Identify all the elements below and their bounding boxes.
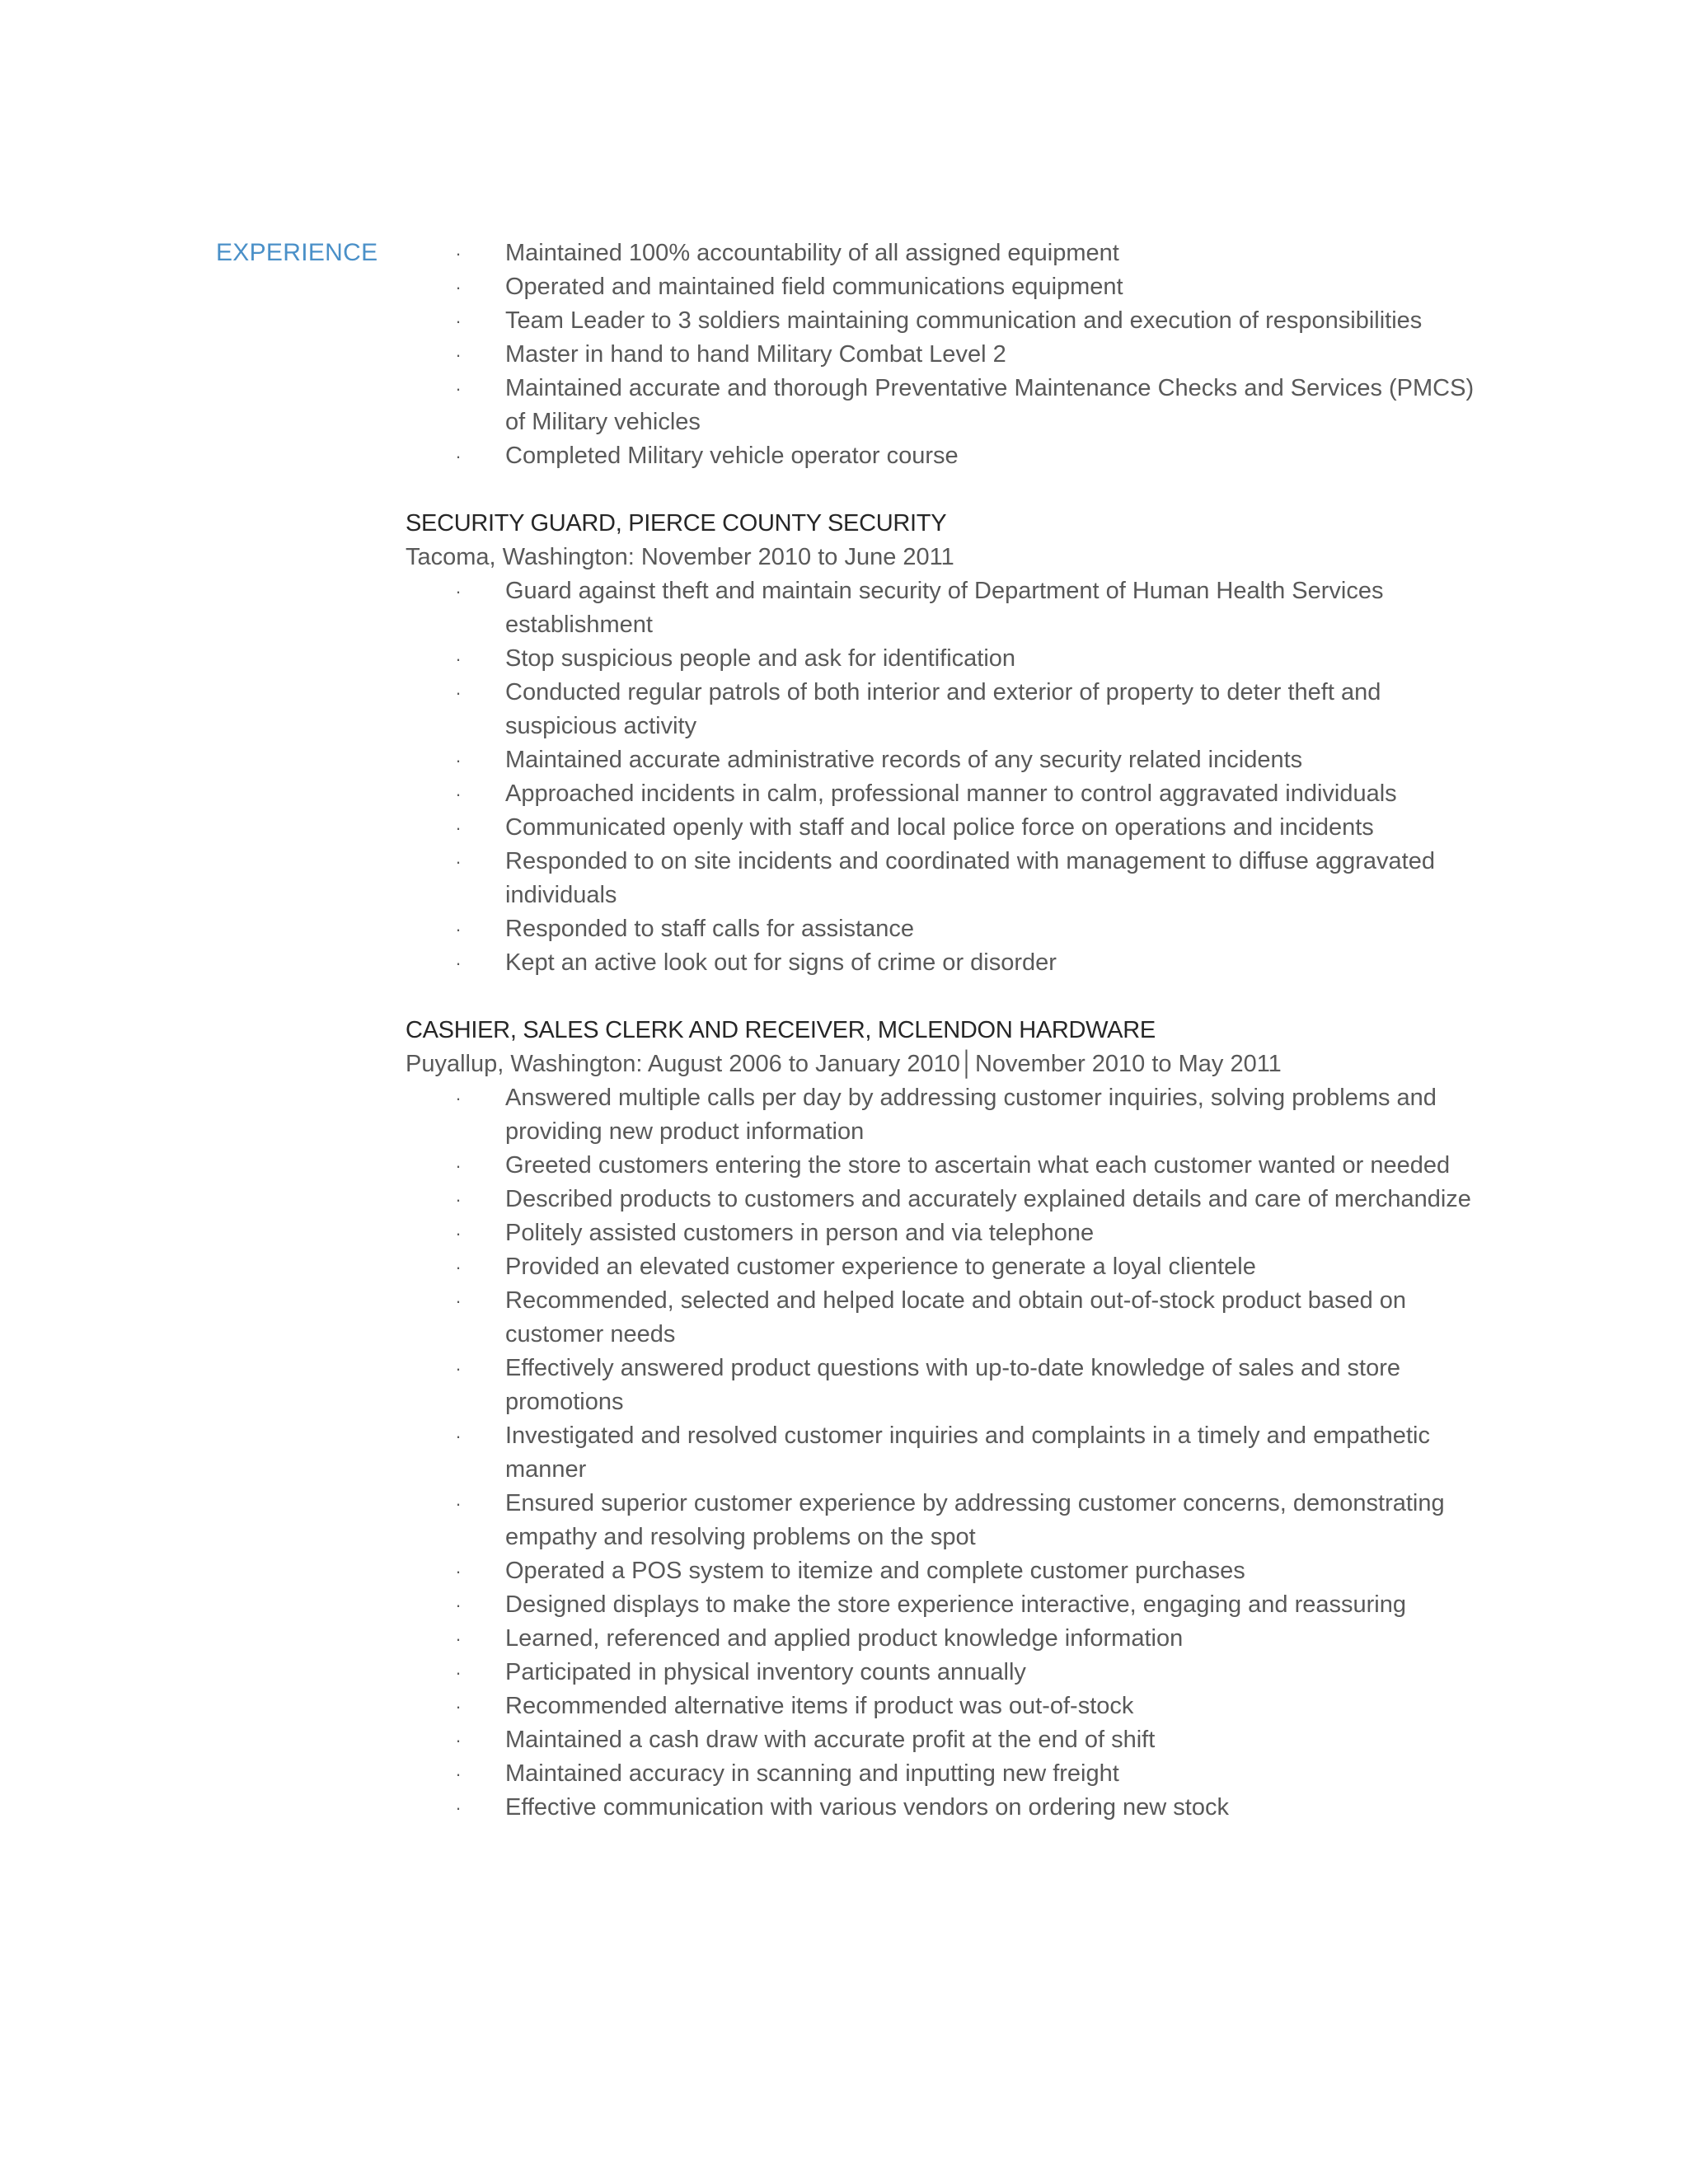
bullet-item (406, 1352, 1477, 1419)
bullet-dot-icon: · (455, 446, 462, 466)
bullet-dot-icon: · (455, 1426, 462, 1446)
bullet-item (406, 811, 1477, 845)
bullet-item (406, 338, 1477, 372)
bullet-item (406, 439, 1477, 473)
bullet-text: Approached incidents in calm, professional manner to control aggravated individuals (505, 780, 1397, 807)
bullet-dot-icon: · (455, 581, 462, 602)
bullet-item (406, 1622, 1477, 1656)
bullet-item (406, 372, 1477, 439)
bullet-dot-icon: · (455, 344, 462, 365)
job-title-security: SECURITY GUARD, PIERCE COUNTY SECURITY (406, 510, 947, 537)
bullet-item (406, 1690, 1477, 1723)
bullet-item (406, 1149, 1477, 1183)
bullet-text: Recommended alternative items if product was out-of-stock (505, 1693, 1134, 1719)
bullet-item (406, 1183, 1477, 1216)
bullet-dot-icon: · (455, 1595, 462, 1615)
bullet-dot-icon: · (455, 1561, 462, 1582)
bullet-text: Stop suspicious people and ask for identification (505, 645, 1016, 672)
bullet-dot-icon: · (455, 277, 462, 298)
bullet-item (406, 1554, 1477, 1588)
bullet-dot-icon: · (455, 750, 462, 771)
bullet-item (406, 1419, 1477, 1487)
bullet-text: Responded to on site incidents and coordinated with management to diffuse aggravated individuals (505, 848, 1435, 908)
bullet-item (406, 912, 1477, 946)
bullet-item (406, 1791, 1477, 1825)
bullet-item (406, 1081, 1477, 1149)
first-job-bullets (406, 237, 1477, 473)
bullet-dot-icon: · (455, 919, 462, 940)
bullet-text: Guard against theft and maintain security of Department of Human Health Services establishment (505, 578, 1384, 638)
bullet-item (406, 777, 1477, 811)
bullet-text: Investigated and resolved customer inquiries and complaints in a timely and empathetic manner (505, 1422, 1430, 1483)
bullet-text: Maintained accurate administrative records of any security related incidents (505, 747, 1303, 773)
bullet-text: Maintained a cash draw with accurate profit at the end of shift (505, 1727, 1156, 1753)
bullet-item (406, 237, 1477, 270)
bullet-text: Communicated openly with staff and local police force on operations and incidents (505, 814, 1374, 841)
bullet-text: Responded to staff calls for assistance (505, 916, 914, 942)
bullet-text: Described products to customers and accurately explained details and care of merchandize (505, 1186, 1471, 1212)
bullet-item (406, 1656, 1477, 1690)
bullet-dot-icon: · (455, 1764, 462, 1784)
bullet-text: Recommended, selected and helped locate and obtain out-of-stock product based on customer needs (505, 1287, 1407, 1347)
bullet-dot-icon: · (455, 1662, 462, 1683)
bullet-item (406, 574, 1477, 642)
cashier-job-bullets (406, 1081, 1477, 1825)
bullet-text: Team Leader to 3 soldiers maintaining communication and execution of responsibilities (505, 307, 1423, 334)
job-meta-cashier: Puyallup, Washington: August 2006 to January 2010│November 2010 to May 2011 (406, 1051, 1282, 1077)
bullet-text: Master in hand to hand Military Combat Level 2 (505, 341, 1006, 368)
bullet-item (406, 743, 1477, 777)
bullet-text: Greeted customers entering the store to ascertain what each customer wanted or needed (505, 1152, 1451, 1179)
bullet-item (406, 1284, 1477, 1352)
bullet-text: Maintained accurate and thorough Preventative Maintenance Checks and Services (PMCS) of Military vehicles (505, 375, 1475, 435)
bullet-text: Participated in physical inventory counts annually (505, 1659, 1026, 1685)
bullet-item (406, 946, 1477, 980)
bullet-dot-icon: · (455, 851, 462, 872)
bullet-dot-icon: · (455, 784, 462, 804)
bullet-dot-icon: · (455, 378, 462, 399)
bullet-item (406, 676, 1477, 743)
bullet-text: Learned, referenced and applied product knowledge information (505, 1625, 1184, 1652)
bullet-dot-icon: · (455, 682, 462, 703)
bullet-item (406, 1250, 1477, 1284)
bullet-text: Operated a POS system to itemize and complete customer purchases (505, 1558, 1245, 1584)
bullet-dot-icon: · (455, 1291, 462, 1311)
bullet-dot-icon: · (455, 818, 462, 838)
bullet-item (406, 1723, 1477, 1757)
bullet-text: Operated and maintained field communications equipment (505, 274, 1123, 300)
bullet-item (406, 1487, 1477, 1554)
bullet-item (406, 845, 1477, 912)
bullet-item (406, 270, 1477, 304)
section-label-experience: EXPERIENCE (216, 239, 378, 266)
bullet-text: Maintained 100% accountability of all assigned equipment (505, 240, 1119, 266)
bullet-dot-icon: · (455, 1629, 462, 1649)
bullet-dot-icon: · (455, 1797, 462, 1818)
bullet-item (406, 1216, 1477, 1250)
bullet-dot-icon: · (455, 1730, 462, 1750)
bullet-text: Designed displays to make the store experience interactive, engaging and reassuring (505, 1591, 1406, 1618)
bullet-text: Completed Military vehicle operator course (505, 443, 959, 469)
bullet-dot-icon: · (455, 311, 462, 331)
bullet-text: Ensured superior customer experience by addressing customer concerns, demonstrating empathy and resolving problems on the spot (505, 1490, 1445, 1550)
bullet-item (406, 304, 1477, 338)
bullet-dot-icon: · (455, 1189, 462, 1210)
bullet-text: Provided an elevated customer experience to generate a loyal clientele (505, 1254, 1256, 1280)
bullet-text: Kept an active look out for signs of crime or disorder (505, 949, 1057, 976)
bullet-dot-icon: · (455, 1088, 462, 1108)
spacer (406, 473, 1477, 507)
bullet-text: Effectively answered product questions with up-to-date knowledge of sales and store promotions (505, 1355, 1400, 1415)
bullet-dot-icon: · (455, 1223, 462, 1244)
bullet-item (406, 1588, 1477, 1622)
security-job-bullets (406, 574, 1477, 980)
experience-content (406, 237, 1477, 1825)
bullet-dot-icon: · (455, 649, 462, 669)
bullet-item (406, 642, 1477, 676)
job-meta-security: Tacoma, Washington: November 2010 to June 2011 (406, 544, 954, 570)
job-title-cashier: CASHIER, SALES CLERK AND RECEIVER, MCLENDON HARDWARE (406, 1017, 1156, 1043)
bullet-text: Effective communication with various vendors on ordering new stock (505, 1794, 1229, 1821)
bullet-dot-icon: · (455, 953, 462, 973)
spacer (406, 980, 1477, 1014)
bullet-text: Politely assisted customers in person and via telephone (505, 1220, 1095, 1246)
bullet-dot-icon: · (455, 1696, 462, 1717)
bullet-dot-icon: · (455, 1257, 462, 1277)
bullet-dot-icon: · (455, 1358, 462, 1379)
bullet-text: Conducted regular patrols of both interior and exterior of property to deter theft and suspicious activity (505, 679, 1381, 739)
bullet-dot-icon: · (455, 1493, 462, 1514)
bullet-dot-icon: · (455, 243, 462, 264)
bullet-text: Maintained accuracy in scanning and inputting new freight (505, 1760, 1119, 1787)
bullet-dot-icon: · (455, 1155, 462, 1176)
bullet-text: Answered multiple calls per day by addressing customer inquiries, solving problems and providing new product information (505, 1085, 1437, 1145)
bullet-item (406, 1757, 1477, 1791)
